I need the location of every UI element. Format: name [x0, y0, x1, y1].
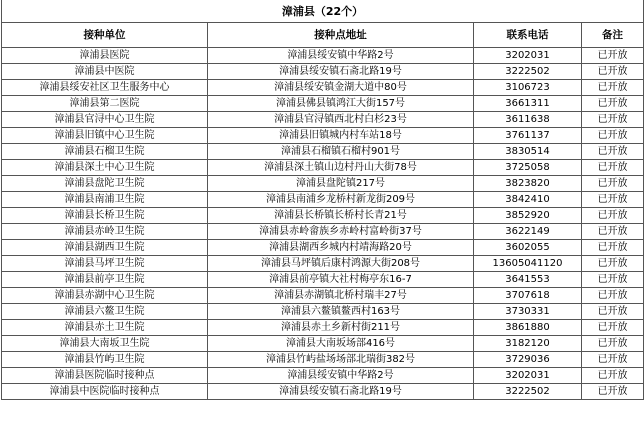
- cell-phone: 3852920: [474, 208, 582, 224]
- table-row: [2, 384, 644, 400]
- header-phone: 联系电话: [474, 23, 582, 48]
- cell-phone: 3830514: [474, 144, 582, 160]
- cell-address: 漳浦县长桥镇长桥村长青21号: [208, 208, 474, 224]
- cell-phone: 3730331: [474, 304, 582, 320]
- cell-remark: 已开放: [582, 144, 644, 160]
- cell-address: 漳浦县六鳌镇鳌西村163号: [208, 304, 474, 320]
- cell-remark: 已开放: [582, 240, 644, 256]
- cell-address: 漳浦县赤湖镇北桥村瑞丰27号: [208, 288, 474, 304]
- cell-unit: 漳浦县长桥卫生院: [2, 208, 208, 224]
- header-unit: 接种单位: [2, 23, 208, 48]
- cell-remark: 已开放: [582, 288, 644, 304]
- title-row: [2, 0, 644, 23]
- table-row: [2, 368, 644, 384]
- cell-unit: 漳浦县赤湖中心卫生院: [2, 288, 208, 304]
- cell-phone: 3222502: [474, 64, 582, 80]
- table-row: [2, 288, 644, 304]
- cell-address: 漳浦县绥安镇石斋北路19号: [208, 384, 474, 400]
- cell-phone: 3622149: [474, 224, 582, 240]
- cell-address: 漳浦县旧镇城内村车站18号: [208, 128, 474, 144]
- table-row: [2, 272, 644, 288]
- cell-phone: 3106723: [474, 80, 582, 96]
- cell-remark: 已开放: [582, 80, 644, 96]
- cell-remark: 已开放: [582, 224, 644, 240]
- cell-remark: 已开放: [582, 384, 644, 400]
- header-address: 接种点地址: [208, 23, 474, 48]
- cell-remark: 已开放: [582, 112, 644, 128]
- cell-phone: 3641553: [474, 272, 582, 288]
- cell-unit: 漳浦县医院: [2, 48, 208, 64]
- cell-remark: 已开放: [582, 336, 644, 352]
- cell-unit: 漳浦县中医院临时接种点: [2, 384, 208, 400]
- table-row: [2, 240, 644, 256]
- table-row: [2, 176, 644, 192]
- cell-unit: 漳浦县石榴卫生院: [2, 144, 208, 160]
- cell-phone: 3729036: [474, 352, 582, 368]
- cell-remark: 已开放: [582, 160, 644, 176]
- cell-unit: 漳浦县六鳌卫生院: [2, 304, 208, 320]
- cell-remark: 已开放: [582, 176, 644, 192]
- cell-phone: 3725058: [474, 160, 582, 176]
- cell-address: 漳浦县前亭镇大社村梅亭东16-7: [208, 272, 474, 288]
- table-row: [2, 352, 644, 368]
- cell-address: 漳浦县绥安镇金湖大道中80号: [208, 80, 474, 96]
- cell-address: 漳浦县绥安镇中华路2号: [208, 368, 474, 384]
- cell-address: 漳浦县佛县镇鸿江大街157号: [208, 96, 474, 112]
- cell-unit: 漳浦县中医院: [2, 64, 208, 80]
- cell-unit: 漳浦县赤岭卫生院: [2, 224, 208, 240]
- cell-address: 漳浦县马坪镇后康村鸿源大街208号: [208, 256, 474, 272]
- cell-address: 漳浦县大南坂场部416号: [208, 336, 474, 352]
- cell-phone: 3182120: [474, 336, 582, 352]
- cell-address: 漳浦县盘陀镇217号: [208, 176, 474, 192]
- cell-phone: 3202031: [474, 368, 582, 384]
- cell-remark: 已开放: [582, 304, 644, 320]
- cell-address: 漳浦县石榴镇石榴村901号: [208, 144, 474, 160]
- table-row: [2, 336, 644, 352]
- cell-unit: 漳浦县马坪卫生院: [2, 256, 208, 272]
- cell-unit: 漳浦县前亭卫生院: [2, 272, 208, 288]
- cell-phone: 3611638: [474, 112, 582, 128]
- table-row: [2, 80, 644, 96]
- table-row: [2, 304, 644, 320]
- cell-phone: 3823820: [474, 176, 582, 192]
- header-remark: 备注: [582, 23, 644, 48]
- cell-remark: 已开放: [582, 352, 644, 368]
- cell-address: 漳浦县竹屿盐场场部北瑞街382号: [208, 352, 474, 368]
- table-row: [2, 224, 644, 240]
- cell-phone: 3707618: [474, 288, 582, 304]
- cell-remark: 已开放: [582, 128, 644, 144]
- cell-unit: 漳浦县湖西卫生院: [2, 240, 208, 256]
- cell-remark: 已开放: [582, 96, 644, 112]
- table-row: [2, 192, 644, 208]
- table-row: [2, 256, 644, 272]
- cell-remark: 已开放: [582, 256, 644, 272]
- cell-phone: 3861880: [474, 320, 582, 336]
- cell-remark: 已开放: [582, 192, 644, 208]
- table-row: [2, 320, 644, 336]
- cell-unit: 漳浦县医院临时接种点: [2, 368, 208, 384]
- cell-remark: 已开放: [582, 368, 644, 384]
- table-row: [2, 64, 644, 80]
- cell-address: 漳浦县赤土乡新村街211号: [208, 320, 474, 336]
- cell-unit: 漳浦县赤土卫生院: [2, 320, 208, 336]
- cell-remark: 已开放: [582, 208, 644, 224]
- cell-phone: 3761137: [474, 128, 582, 144]
- cell-unit: 漳浦县南浦卫生院: [2, 192, 208, 208]
- cell-unit: 漳浦县大南坂卫生院: [2, 336, 208, 352]
- cell-phone: 3202031: [474, 48, 582, 64]
- cell-unit: 漳浦县竹屿卫生院: [2, 352, 208, 368]
- table-row: [2, 128, 644, 144]
- table-row: [2, 96, 644, 112]
- cell-phone: 3842410: [474, 192, 582, 208]
- header-row: [2, 23, 644, 48]
- cell-address: 漳浦县深土镇山边村丹山大街78号: [208, 160, 474, 176]
- cell-address: 漳浦县湖西乡城内村靖海路20号: [208, 240, 474, 256]
- cell-unit: 漳浦县深土中心卫生院: [2, 160, 208, 176]
- table-row: [2, 112, 644, 128]
- cell-phone: 13605041120: [474, 256, 582, 272]
- cell-address: 漳浦县南浦乡龙桥村新龙街209号: [208, 192, 474, 208]
- cell-address: 漳浦县赤岭畲族乡赤岭村富岭街37号: [208, 224, 474, 240]
- cell-address: 漳浦县官浔镇西北村白杉23号: [208, 112, 474, 128]
- cell-address: 漳浦县绥安镇中华路2号: [208, 48, 474, 64]
- table-title: 漳浦县（22个）: [2, 0, 644, 23]
- cell-unit: 漳浦县第二医院: [2, 96, 208, 112]
- cell-address: 漳浦县绥安镇石斋北路19号: [208, 64, 474, 80]
- vaccination-sites-table: [1, 0, 644, 400]
- cell-remark: 已开放: [582, 272, 644, 288]
- cell-phone: 3602055: [474, 240, 582, 256]
- cell-phone: 3222502: [474, 384, 582, 400]
- cell-remark: 已开放: [582, 64, 644, 80]
- cell-unit: 漳浦县盘陀卫生院: [2, 176, 208, 192]
- cell-phone: 3661311: [474, 96, 582, 112]
- cell-remark: 已开放: [582, 48, 644, 64]
- table-row: [2, 160, 644, 176]
- table-row: [2, 48, 644, 64]
- cell-unit: 漳浦县绥安社区卫生服务中心: [2, 80, 208, 96]
- table-row: [2, 144, 644, 160]
- table-body: [2, 48, 644, 400]
- cell-remark: 已开放: [582, 320, 644, 336]
- cell-unit: 漳浦县官浔中心卫生院: [2, 112, 208, 128]
- cell-unit: 漳浦县旧镇中心卫生院: [2, 128, 208, 144]
- table-row: [2, 208, 644, 224]
